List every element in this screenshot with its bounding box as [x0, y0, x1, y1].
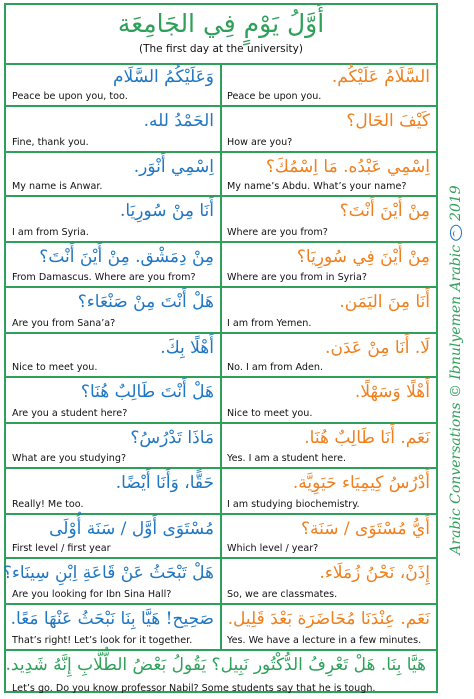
- arabic-text: هَيَّا بِنَا. هَلْ تَعْرِفُ الدُّكْتُور نَبِيل؟ يَقُولُ بَعْضُ الطُّلَّابِ إِنَّهُ شَدِيد.: [5, 655, 426, 675]
- closing-row: [6, 651, 436, 697]
- english-translation: Which level / year?: [227, 543, 319, 554]
- english-translation: Where are you from in Syria?: [227, 272, 367, 283]
- conversation-sheet: [4, 3, 438, 693]
- arabic-text: مِنْ أَيْنَ أَنْتَ؟: [339, 201, 430, 221]
- dialogue-row: [6, 63, 436, 107]
- arabic-text: مَاذَا تَدْرُسُ؟: [130, 428, 214, 448]
- speaker-cell: [221, 605, 436, 649]
- arabic-text: أَيُّ مُسْتَوَى / سَنَة؟: [301, 519, 430, 539]
- closing-cell: [6, 651, 436, 697]
- arabic-text: صَحِيح! هَيَّا بِنَا نَبْحَثُ عَنْهَا مَعًا.: [10, 609, 214, 629]
- english-translation: I am from Yemen.: [227, 318, 312, 329]
- arabic-text: إِذَنْ، نَحْنُ زُمَلَاء.: [319, 563, 430, 583]
- reply-cell: [6, 197, 222, 241]
- english-translation: What are you studying?: [12, 453, 127, 464]
- dialogue-row: [6, 378, 436, 424]
- dialogue-row: [6, 153, 436, 197]
- arabic-text: مِنْ أَيْنَ فِي سُورِيَا؟: [296, 247, 430, 267]
- arabic-text: نَعَم. أَنَا طَالِبٌ هُنَا.: [304, 428, 430, 448]
- speaker-cell: [221, 334, 436, 376]
- arabic-text: أَهْلًا بِكَ.: [160, 338, 214, 358]
- english-translation: That’s right! Let’s look for it together.: [12, 635, 193, 646]
- english-translation: Yes. I am a student here.: [227, 453, 347, 464]
- dialogue-row: [6, 107, 436, 153]
- credit-text: [448, 185, 464, 554]
- english-translation: First level / first year: [12, 543, 111, 554]
- reply-cell: [6, 424, 222, 467]
- english-translation: Peace be upon you.: [227, 91, 322, 102]
- english-translation: How are you?: [227, 137, 293, 148]
- dialogue-row: [6, 469, 436, 515]
- side-credit: [441, 185, 471, 555]
- speaker-cell: [221, 515, 436, 557]
- speaker-cell: [221, 424, 436, 467]
- arabic-text: نَعَم. عِنْدَنَا مُحَاضَرَة بَعْدَ قَلِيل.: [227, 609, 430, 629]
- arabic-text: الحَمْدُ لله.: [143, 111, 214, 131]
- english-translation: Peace be upon you, too.: [12, 91, 128, 102]
- arabic-text: كَيْفَ الحَال؟: [346, 111, 430, 131]
- dialogue-row: [6, 334, 436, 378]
- speaker-cell: [221, 107, 436, 151]
- arabic-text: مُسْتَوَى أَوَّل / سَنَة أُوْلَى: [49, 519, 214, 539]
- reply-cell: [6, 243, 222, 286]
- logo-icon: [450, 225, 462, 241]
- english-translation: My name’s Abdu. What’s your name?: [227, 181, 407, 192]
- dialogue-row: [2, 559, 436, 605]
- credit-year: 2019: [448, 185, 464, 221]
- reply-cell: [2, 559, 222, 603]
- speaker-cell: [221, 469, 436, 513]
- page-subtitle: (The first day at the university): [139, 43, 303, 55]
- arabic-text: اِسْمِي أَنْوَر.: [133, 157, 214, 177]
- arabic-text: أَدْرُسُ كِيمِيَاء حَيَوِيَّة.: [292, 473, 430, 493]
- english-translation: So, we are classmates.: [227, 589, 338, 600]
- english-translation: My name is Anwar.: [12, 181, 103, 192]
- english-translation: Yes. We have a lecture in a few minutes.: [227, 635, 422, 646]
- speaker-cell: [221, 243, 436, 286]
- english-translation: Let’s go. Do you know professor Nabil? Some students say that he is tough.: [12, 683, 376, 694]
- english-translation: Fine, thank you.: [12, 137, 89, 148]
- english-translation: I am from Syria.: [12, 227, 89, 238]
- arabic-text: السَّلَامُ عَلَيْكُم.: [331, 67, 430, 87]
- arabic-text: هَلْ أَنْتَ مِنْ صَنْعَاء؟: [77, 292, 214, 312]
- arabic-text: اِسْمِي عَبْدُه. مَا اِسْمُكَ؟: [265, 157, 430, 177]
- credit-label: Arabic Conversations © Ibnulyemen Arabic: [448, 244, 464, 555]
- reply-cell: [6, 515, 222, 557]
- english-translation: I am studying biochemistry.: [227, 499, 360, 510]
- speaker-cell: [221, 197, 436, 241]
- dialogue-row: [6, 515, 436, 559]
- dialogue-row: [6, 605, 436, 651]
- reply-cell: [6, 334, 222, 376]
- reply-cell: [6, 605, 222, 649]
- arabic-text: هَلْ تَبْحَثُ عَنْ قَاعَةِ اِبْنِ سِينَاء؟: [2, 563, 214, 583]
- dialogue-row: [6, 197, 436, 243]
- english-translation: Really! Me too.: [12, 499, 84, 510]
- arabic-text: وَعَلَيْكُمُ السَّلَام: [113, 67, 214, 87]
- reply-cell: [6, 63, 222, 105]
- english-translation: Nice to meet you.: [12, 362, 98, 373]
- english-translation: Are you from Sana’a?: [12, 318, 116, 329]
- reply-cell: [6, 288, 222, 332]
- reply-cell: [6, 378, 222, 422]
- header: [6, 5, 436, 65]
- arabic-text: هَلْ أَنْتَ طَالِبٌ هُنَا؟: [80, 382, 214, 402]
- speaker-cell: [221, 378, 436, 422]
- speaker-cell: [221, 288, 436, 332]
- arabic-text: حَقًّا، وَأَنَا أَيْضًا.: [115, 473, 214, 493]
- english-translation: No. I am from Aden.: [227, 362, 324, 373]
- english-translation: Nice to meet you.: [227, 408, 313, 419]
- dialogue-row: [6, 243, 436, 288]
- english-translation: From Damascus. Where are you from?: [12, 272, 196, 283]
- page-title: أَوَّلُ يَوْمٍ فِي الجَامِعَة: [117, 9, 325, 38]
- english-translation: Are you looking for Ibn Sina Hall?: [12, 589, 172, 600]
- speaker-cell: [221, 63, 436, 105]
- arabic-text: مِنْ دِمَشْق. مِنْ أَيْنَ أَنْتَ؟: [39, 247, 214, 267]
- speaker-cell: [221, 153, 436, 195]
- arabic-text: لَا. أَنَا مِنْ عَدَن.: [325, 338, 430, 358]
- english-translation: Are you a student here?: [12, 408, 128, 419]
- reply-cell: [6, 153, 222, 195]
- arabic-text: أَهْلًا وَسَهْلًا.: [354, 382, 430, 402]
- reply-cell: [6, 107, 222, 151]
- speaker-cell: [221, 559, 436, 603]
- english-translation: Where are you from?: [227, 227, 328, 238]
- arabic-text: أَنَا مِنْ سُورِيَا.: [119, 201, 214, 221]
- dialogue-row: [6, 424, 436, 469]
- arabic-text: أَنَا مِنَ اليَمَن.: [339, 292, 430, 312]
- dialogue-grid: [2, 63, 436, 697]
- reply-cell: [6, 469, 222, 513]
- dialogue-row: [6, 288, 436, 334]
